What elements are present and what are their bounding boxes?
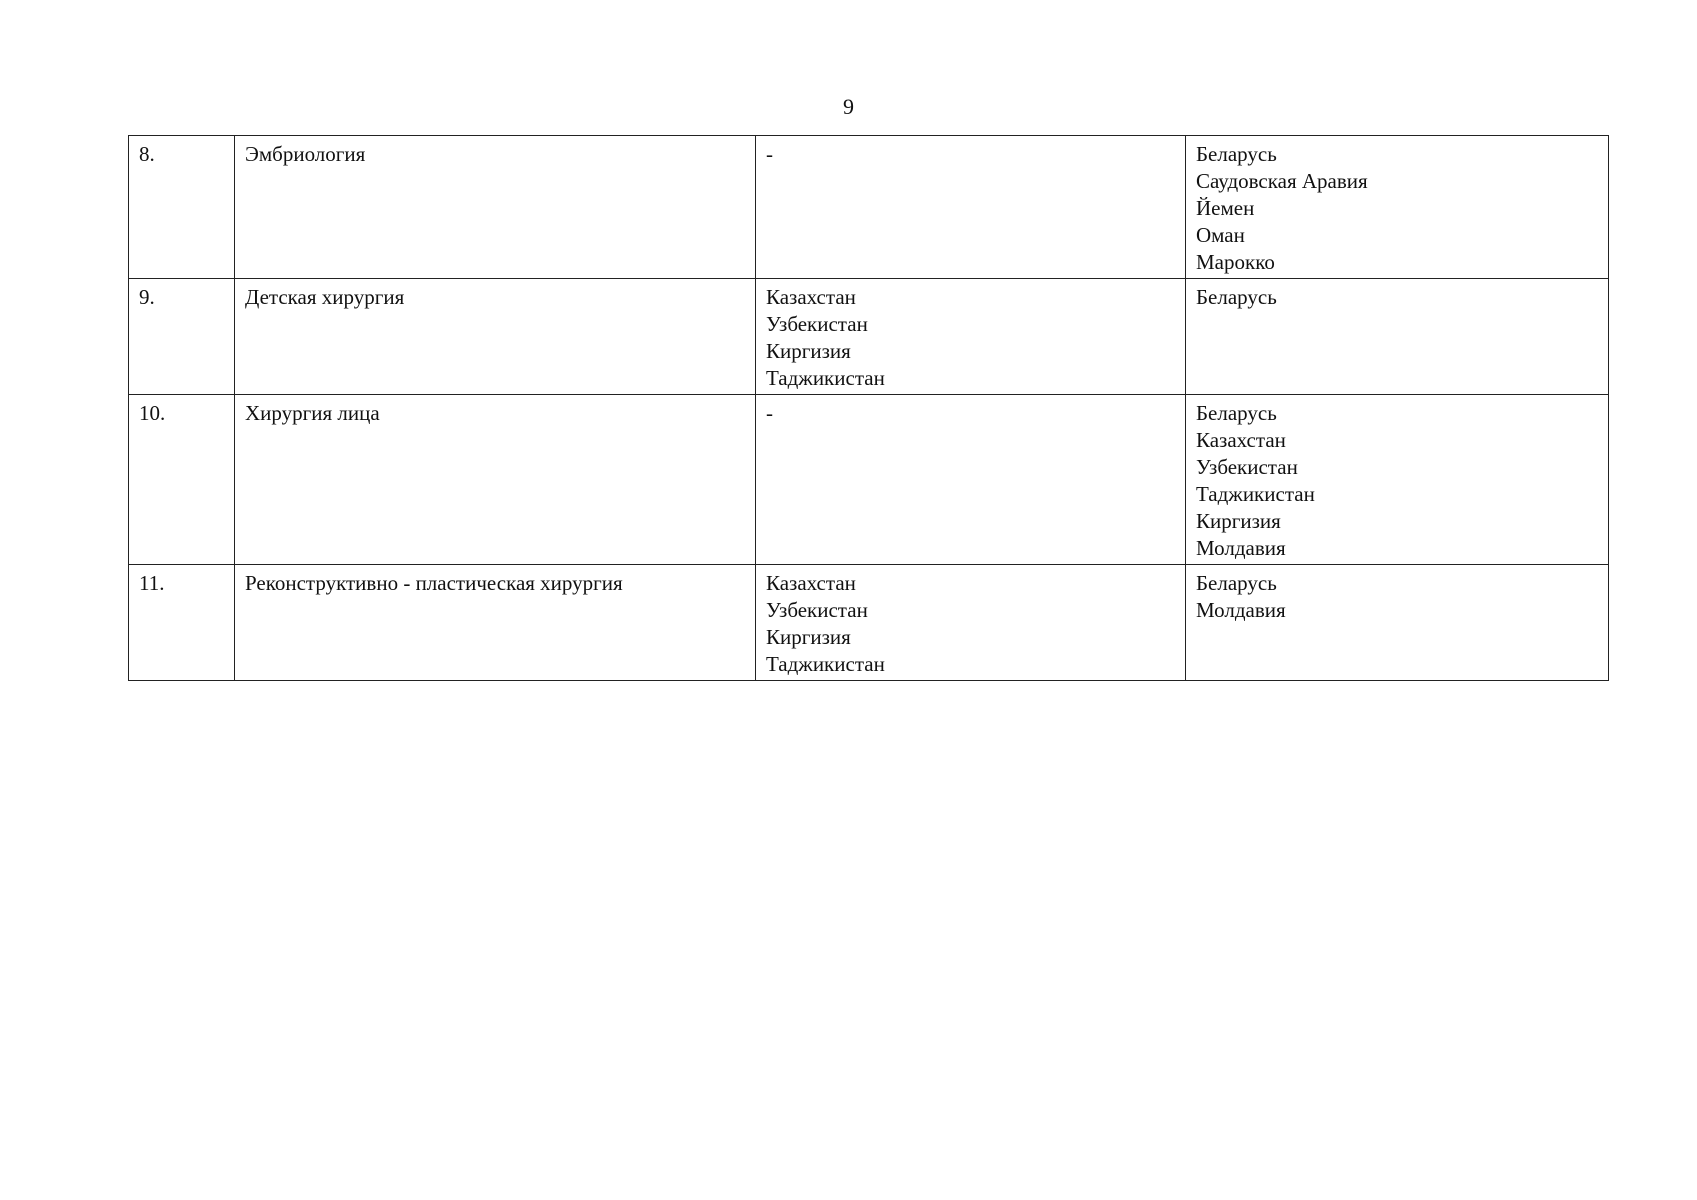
countries-cell-b [1186, 565, 1609, 681]
country-item: - [766, 401, 773, 425]
countries-cell-a [756, 136, 1186, 279]
country-item: Казахстан [766, 285, 856, 309]
country-item: Йемен [1196, 196, 1255, 220]
country-item: Саудовская Аравия [1196, 169, 1368, 193]
row-number: 11. [129, 565, 235, 681]
row-number: 10. [129, 395, 235, 565]
table-row [129, 279, 1609, 395]
countries-cell-a [756, 565, 1186, 681]
countries-cell-b [1186, 279, 1609, 395]
countries-cell-a [756, 395, 1186, 565]
country-item: Казахстан [766, 571, 856, 595]
countries-cell-b [1186, 395, 1609, 565]
country-item: Таджикистан [766, 652, 885, 676]
country-item: - [766, 142, 773, 166]
country-item: Узбекистан [766, 598, 868, 622]
specialty-cell: Эмбриология [235, 136, 756, 279]
country-item: Киргизия [1196, 509, 1281, 533]
table-row [129, 395, 1609, 565]
country-item: Молдавия [1196, 598, 1286, 622]
countries-cell-a [756, 279, 1186, 395]
document-table [128, 135, 1609, 681]
specialty-cell: Реконструктивно - пластическая хирургия [235, 565, 756, 681]
row-number: 8. [129, 136, 235, 279]
country-item: Молдавия [1196, 536, 1286, 560]
country-item: Таджикистан [1196, 482, 1315, 506]
table-row [129, 136, 1609, 279]
page-number: 9 [843, 94, 854, 119]
country-item: Беларусь [1196, 142, 1277, 166]
country-item: Узбекистан [766, 312, 868, 336]
country-item: Марокко [1196, 250, 1275, 274]
countries-cell-b [1186, 136, 1609, 279]
country-item: Киргизия [766, 625, 851, 649]
country-item: Узбекистан [1196, 455, 1298, 479]
country-item: Киргизия [766, 339, 851, 363]
country-item: Беларусь [1196, 571, 1277, 595]
country-item: Таджикистан [766, 366, 885, 390]
country-item: Беларусь [1196, 401, 1277, 425]
country-item: Беларусь [1196, 285, 1277, 309]
country-item: Казахстан [1196, 428, 1286, 452]
specialty-cell: Хирургия лица [235, 395, 756, 565]
table-row [129, 565, 1609, 681]
row-number: 9. [129, 279, 235, 395]
country-item: Оман [1196, 223, 1245, 247]
specialty-cell: Детская хирургия [235, 279, 756, 395]
